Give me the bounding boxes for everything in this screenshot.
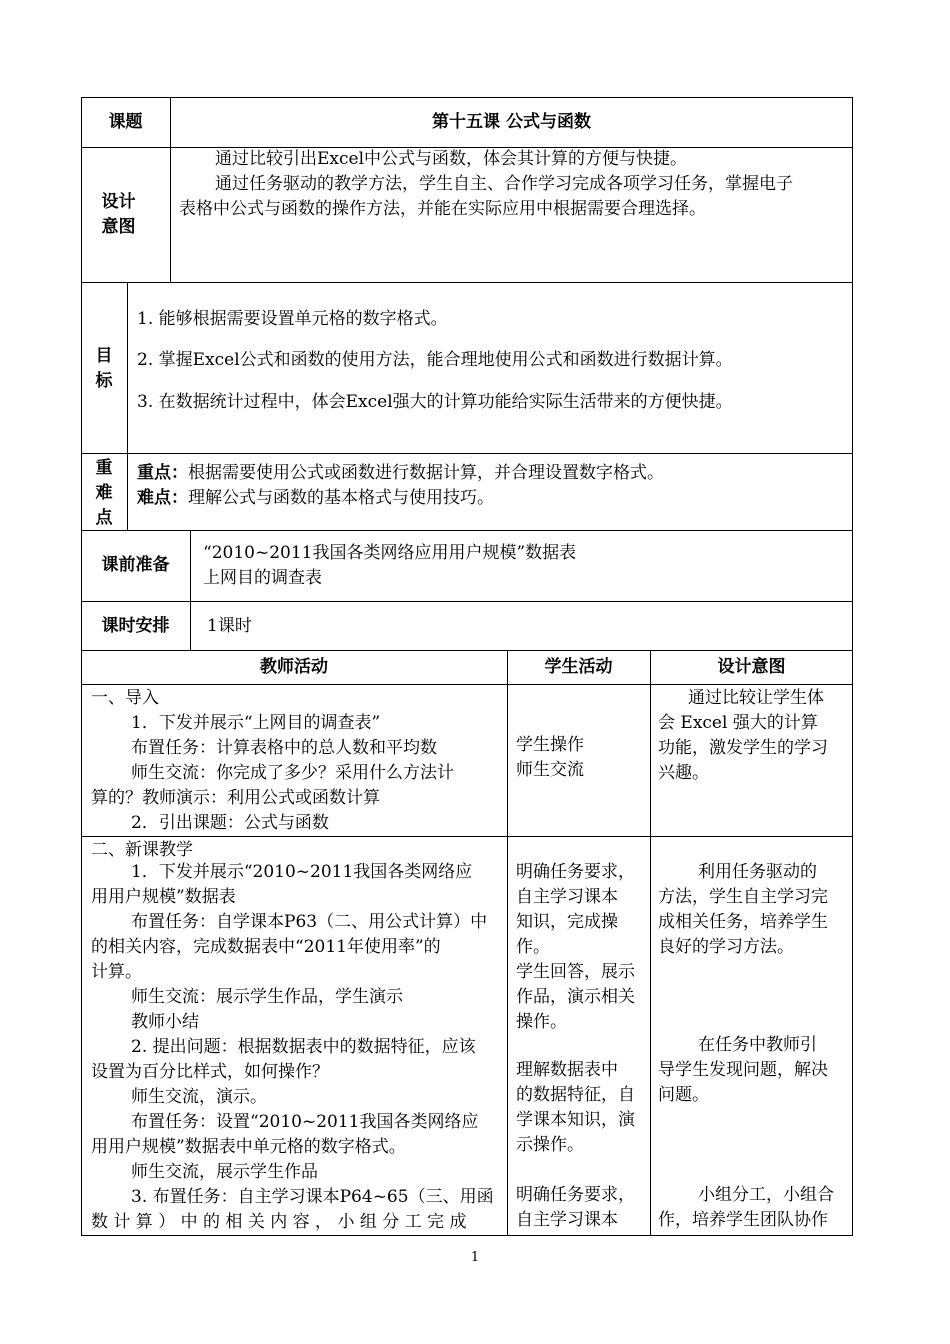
column-header-design: 设计意图 [717,657,786,677]
design-paragraph-2b: 表格中公式与函数的操作方法，并能在实际应用中根据需要合理选择。 [179,199,706,219]
difficult-point [137,486,494,511]
student-activity-line: 自主学习课本 [516,887,618,907]
design-intent-line: 会 Excel 强大的计算 [658,713,818,733]
teacher-activity-line: 用用户规模”数据表中单元格的数字格式。 [91,1137,406,1157]
difficult-point-text: 理解公式与函数的基本格式与使用技巧。 [188,488,494,508]
student-activity-line: 知识，完成操 [516,912,618,932]
design-intent-line: 成相关任务，培养学生 [658,912,828,932]
lesson-title: 第十五课 公式与函数 [432,112,591,132]
column-header-student: 学生活动 [544,657,613,677]
design-label-2: 意图 [101,217,136,237]
teacher-activity-line: 计算。 [91,962,142,982]
design-intent-line: 小组分工，小组合 [698,1185,834,1205]
topic-label: 课题 [108,112,143,132]
teacher-activity-line: 2. 提出问题：根据数据表中的数据特征，应该 [131,1037,476,1057]
row-divider [81,601,853,602]
teacher-activity-line: 师生交流，演示。 [131,1087,267,1107]
schedule-value: 1课时 [207,616,252,636]
col-divider [650,650,651,1236]
teacher-activity-line: 教师小结 [131,1012,199,1032]
student-activity-line: 学课本知识，演 [516,1110,635,1130]
key-point-label: 重点： [137,463,188,483]
teacher-activity-line: 师生交流：展示学生作品，学生演示 [131,987,403,1007]
student-activity-line: 学生操作 [516,735,584,755]
row-divider [81,530,853,531]
teacher-activity-line: 数 计 算 ） 中 的 相 关 内 容 ， 小 组 分 工 完 成 [91,1212,467,1232]
prep-label: 课前准备 [101,555,170,575]
page-number: 1 [470,1250,480,1265]
row-divider [81,453,853,454]
difficult-point-label: 难点： [137,488,188,508]
design-intent-line: 功能，激发学生的学习 [658,738,828,758]
goals-label-2: 标 [95,371,113,391]
design-intent-line: 利用任务驱动的 [698,862,817,882]
keypoints-label-1: 重 [95,458,113,478]
design-paragraph-2a: 通过任务驱动的教学方法，学生自主、合作学习完成各项学习任务，掌握电子 [215,174,793,194]
goal-item-3: 3. 在数据统计过程中，体会Excel强大的计算功能给实际生活带来的方便快捷。 [137,392,733,412]
goals-label-1: 目 [95,346,113,366]
teacher-activity-line: 设置为百分比样式，如何操作？ [91,1062,329,1082]
design-intent-line: 良好的学习方法。 [658,937,794,957]
teacher-activity-line: 二、新课教学 [91,840,193,860]
key-point-text: 根据需要使用公式或函数进行数据计算，并合理设置数字格式。 [188,463,664,483]
row-divider [81,684,853,685]
column-header-teacher: 教师活动 [260,657,328,677]
student-activity-line: 学生回答，展示 [516,962,635,982]
design-intent-line: 通过比较让学生体 [688,688,824,708]
student-activity-line: 自主学习课本 [516,1210,618,1230]
design-intent-line: 兴趣。 [658,763,709,783]
teacher-activity-line: 算的？教师演示：利用公式或函数计算 [91,788,380,808]
student-activity-line: 明确任务要求， [516,1185,635,1205]
student-activity-line: 理解数据表中 [516,1060,618,1080]
teacher-activity-line: 布置任务：计算表格中的总人数和平均数 [131,738,437,758]
student-activity-line: 师生交流 [516,760,584,780]
teacher-activity-line: 师生交流，展示学生作品 [131,1162,318,1182]
design-intent-line: 作，培养学生团队协作 [658,1210,828,1230]
keypoints-label-2: 难 [95,483,113,503]
teacher-activity-line: 一、导入 [91,688,159,708]
teacher-activity-line: 布置任务：自学课本P63（二、用公式计算）中 [131,912,488,932]
teacher-activity-line: 的相关内容，完成数据表中“2011年使用率”的 [91,937,441,957]
goal-item-2: 2. 掌握Excel公式和函数的使用方法，能合理地使用公式和函数进行数据计算。 [137,350,733,370]
teacher-activity-line: 1．下发并展示“上网目的调查表” [131,713,381,733]
student-activity-line: 的数据特征，自 [516,1085,635,1105]
row-divider [81,650,853,651]
student-activity-line: 作。 [516,937,550,957]
row-divider [81,282,853,283]
teacher-activity-line: 师生交流：你完成了多少？采用什么方法计 [131,763,454,783]
goal-item-1: 1. 能够根据需要设置单元格的数字格式。 [137,309,448,329]
teacher-activity-line: 布置任务：设置“2010~2011我国各类网络应 [131,1112,479,1132]
student-activity-line: 明确任务要求， [516,862,635,882]
student-activity-line: 操作。 [516,1012,567,1032]
prep-item-2: 上网目的调查表 [203,568,322,588]
col-divider [507,650,508,1236]
teacher-activity-line: 2．引出课题：公式与函数 [131,813,329,833]
teacher-activity-line: 3. 布置任务：自主学习课本P64~65（三、用函 [131,1187,494,1207]
row-divider [81,836,853,837]
design-paragraph-1: 通过比较引出Excel中公式与函数，体会其计算的方便与快捷。 [215,149,688,169]
design-intent-line: 问题。 [658,1085,709,1105]
prep-item-1: “2010~2011我国各类网络应用用户规模”数据表 [203,543,577,563]
teacher-activity-line: 1．下发并展示“2010~2011我国各类网络应 [131,862,473,882]
design-intent-line: 在任务中教师引 [698,1035,817,1055]
design-intent-line: 导学生发现问题，解决 [658,1060,828,1080]
col-divider [190,530,191,650]
schedule-label: 课时安排 [101,616,170,636]
student-activity-line: 示操作。 [516,1135,584,1155]
keypoints-label-3: 点 [95,508,113,528]
key-point [137,461,664,486]
student-activity-line: 作品，演示相关 [516,987,635,1007]
col-divider [127,282,128,530]
teacher-activity-line: 用用户规模”数据表 [91,887,236,907]
design-label-1: 设计 [101,192,136,212]
design-intent-line: 方法，学生自主学习完 [658,887,828,907]
